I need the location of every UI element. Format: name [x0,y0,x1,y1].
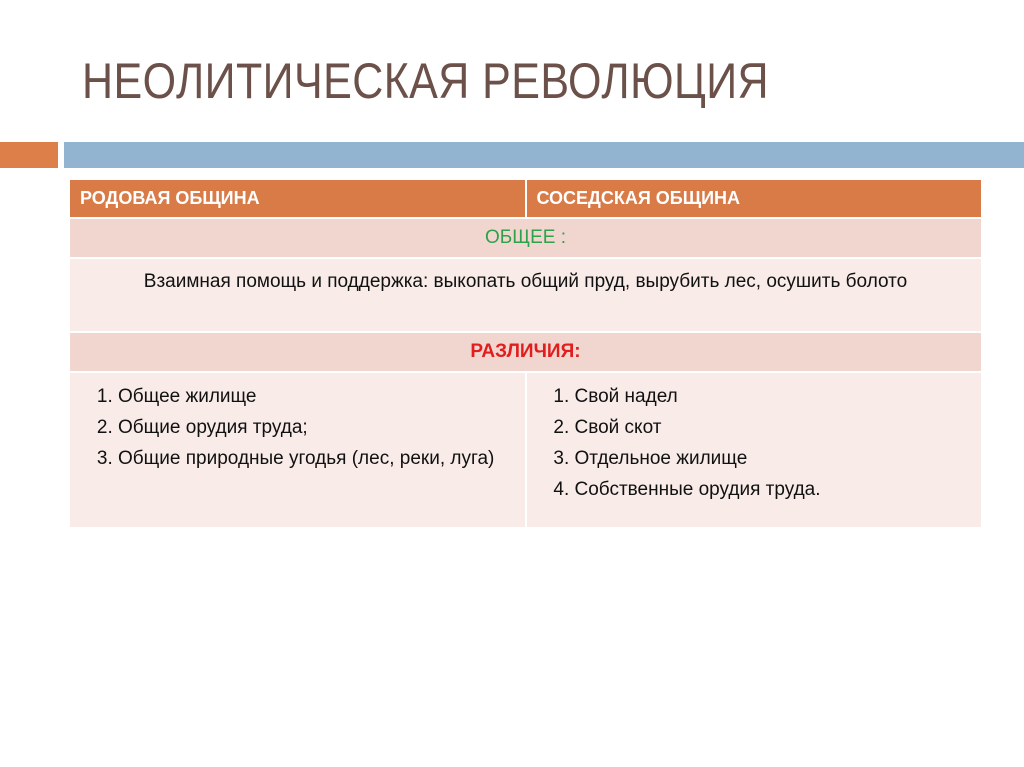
diff-label-row [69,332,982,372]
common-label: ОБЩЕЕ : [69,218,982,258]
list-item: 3. Общие природные угодья (лес, реки, луга) [118,443,515,474]
right-list-cell [526,372,983,528]
common-label-row [69,218,982,258]
list-item: 2. Свой скот [575,412,972,443]
diff-lists-row [69,372,982,528]
diff-label: РАЗЛИЧИЯ: [69,332,982,372]
common-text-row [69,258,982,332]
decorative-bar-blue [64,142,1024,168]
list-item: 1. Свой надел [575,381,972,412]
header-clan-community: РОДОВАЯ ОБЩИНА [69,179,526,218]
left-list-cell [69,372,526,528]
left-list [80,381,515,474]
list-item: 1. Общее жилище [118,381,515,412]
header-neighbor-community: СОСЕДСКАЯ ОБЩИНА [526,179,983,218]
common-text: Взаимная помощь и поддержка: выкопать общий пруд, вырубить лес, осушить болото [69,258,982,332]
slide-title: НЕОЛИТИЧЕСКАЯ РЕВОЛЮЦИЯ [82,53,770,109]
table-header-row [69,179,982,218]
list-item: 4. Собственные орудия труда. [575,474,972,505]
decorative-bar-orange [0,142,58,168]
comparison-table [68,178,983,529]
list-item: 2. Общие орудия труда; [118,412,515,443]
list-item: 3. Отдельное жилище [575,443,972,474]
right-list [537,381,972,505]
